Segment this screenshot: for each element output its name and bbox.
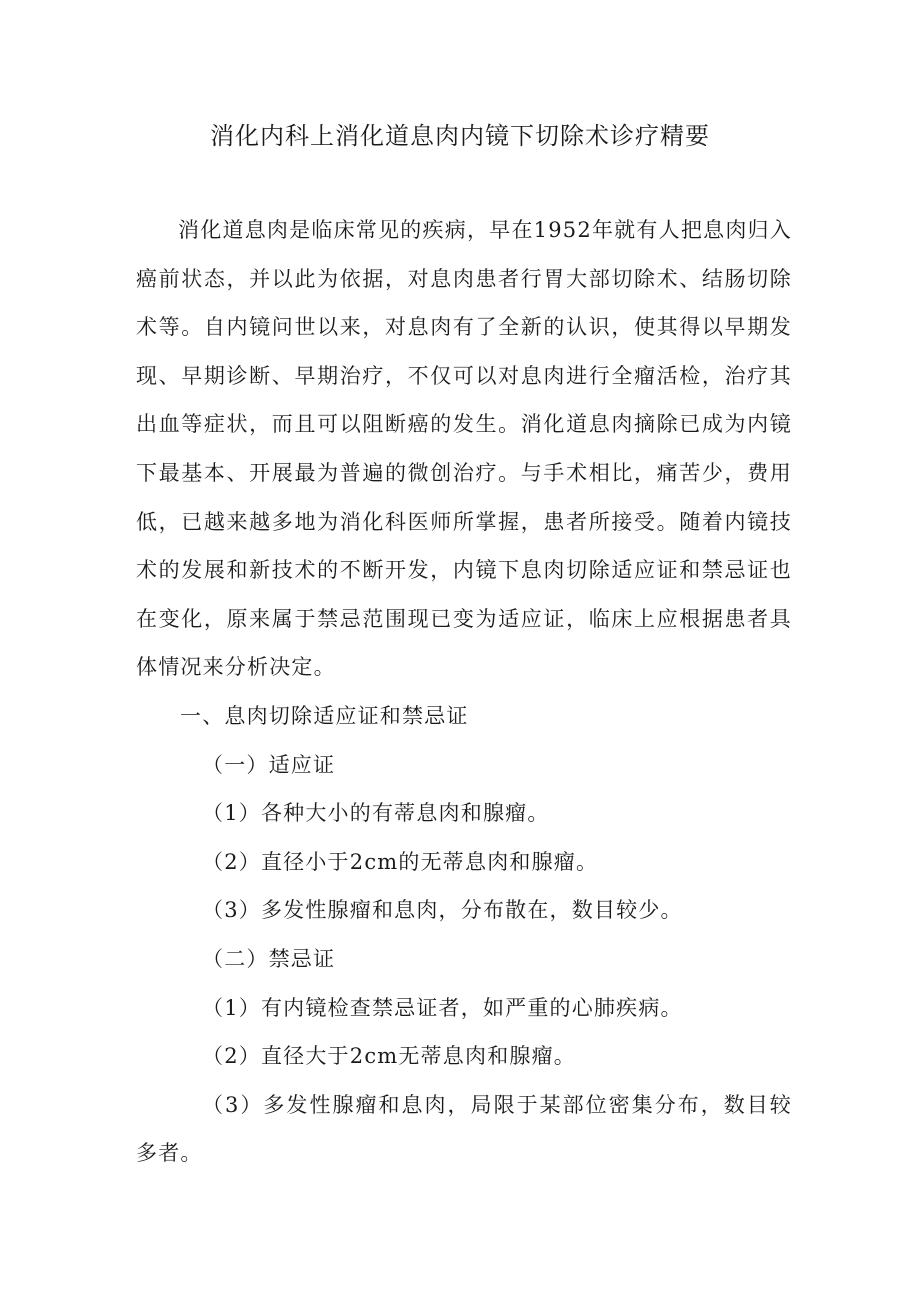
section-heading: 一、息肉切除适应证和禁忌证 <box>180 703 469 728</box>
contraindication-item: （2）直径大于2cm无蒂息肉和腺瘤。 <box>202 1044 576 1069</box>
indication-item: （2）直径小于2cm的无蒂息肉和腺瘤。 <box>202 849 599 874</box>
indication-item: （1）各种大小的有蒂息肉和腺瘤。 <box>202 801 550 826</box>
indications-heading: （一）适应证 <box>202 752 336 777</box>
contraindication-item: （3）多发性腺瘤和息肉，局限于某部位密集分布，数目较多者。 <box>136 1092 792 1166</box>
contraindications-heading: （二）禁忌证 <box>202 946 336 971</box>
contraindication-item: （1）有内镜检查禁忌证者，如严重的心肺疾病。 <box>202 995 683 1020</box>
document-title: 消化内科上消化道息肉内镜下切除术诊疗精要 <box>210 122 710 150</box>
document-body <box>136 206 792 1178</box>
intro-paragraph: 消化道息肉是临床常见的疾病，早在1952年就有人把息肉归入癌前状态，并以此为依据，对息肉患者行胃大部切除术、结肠切除术等。自内镜问世以来，对息肉有了全新的认识，使其得以早期发现、早期诊断、早期治疗，不仅可以对息肉进行全瘤活检，治疗其出血等症状，而且可以阻断癌的发生。消化道息肉摘除已成为内镜下最基本、开展最为普遍的微创治疗。与手术相比，痛苦少，费用低，已越来越多地为消化科医师所掌握，患者所接受。随着内镜技术的发展和新技术的不断开发，内镜下息肉切除适应证和禁忌证也在变化，原来属于禁忌范围现已变为适应证，临床上应根据患者具体情况来分析决定。 <box>136 218 792 680</box>
indication-item: （3）多发性腺瘤和息肉，分布散在，数目较少。 <box>202 898 683 923</box>
